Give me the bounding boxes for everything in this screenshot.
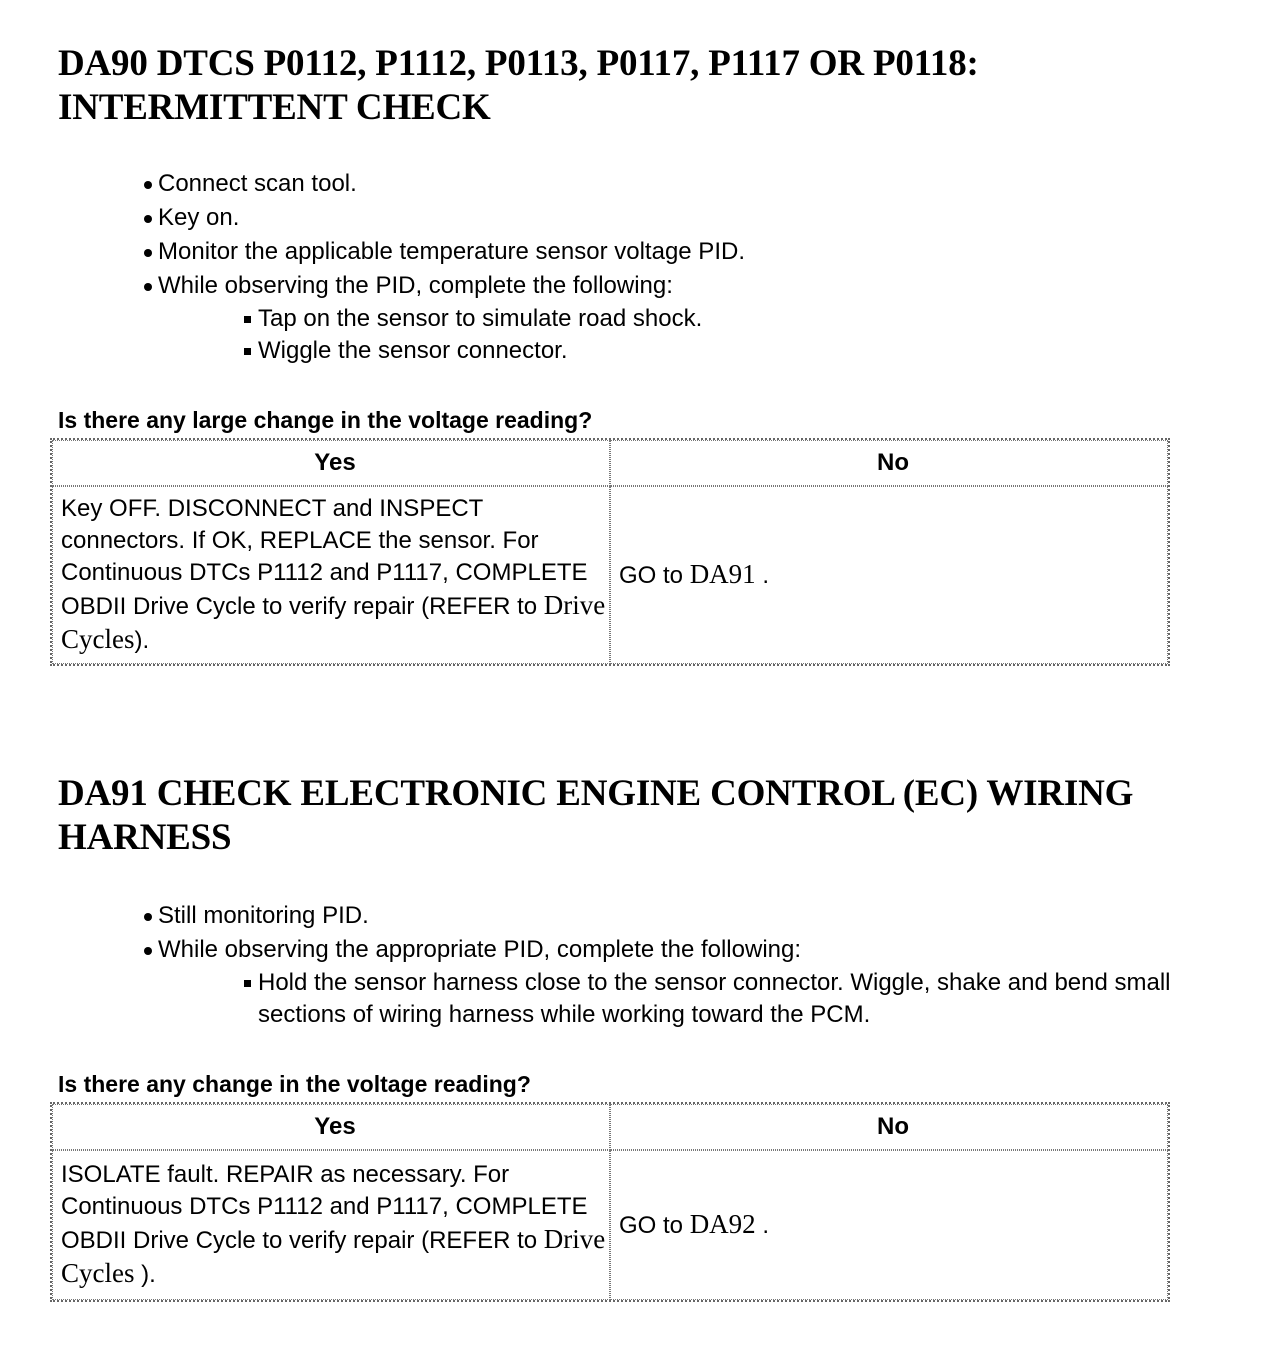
substep-item: Tap on the sensor to simulate road shock. xyxy=(242,303,745,335)
yes-cell xyxy=(52,486,610,664)
section-heading: DA91 CHECK ELECTRONIC ENGINE CONTROL (EC) WIRING HARNESS xyxy=(58,773,1134,858)
step-item: Key on. xyxy=(142,201,745,235)
substep-item xyxy=(242,967,1258,1031)
goto-da92-link[interactable]: DA92 xyxy=(689,1209,756,1239)
step-item: While observing the PID, complete the following: xyxy=(142,269,745,303)
substep-item: Wiggle the sensor connector. xyxy=(242,335,745,367)
no-text: GO to xyxy=(619,562,690,589)
yes-cell xyxy=(52,1150,610,1300)
no-tail: . xyxy=(755,562,770,589)
yes-tail: ). xyxy=(134,627,150,654)
substep-text: Hold the sensor harness close to the sensor connector. Wiggle, shake and bend small sections of wiring harness while working toward the PCM. xyxy=(258,969,1171,1028)
section-da91 xyxy=(58,772,1258,1332)
decision-table xyxy=(50,438,1170,666)
table-row xyxy=(52,486,1168,664)
no-cell xyxy=(610,1150,1168,1300)
step-list xyxy=(142,899,1258,1031)
no-cell xyxy=(610,486,1168,664)
section-heading: DA90 DTCS P0112, P1112, P0113, P0117, P1117 OR P0118: INTERMITTENT CHECK xyxy=(58,43,979,128)
step-item: Still monitoring PID. xyxy=(142,899,1258,933)
drive-cycles-link[interactable]: Drive Cycles xyxy=(61,590,606,654)
step-item: While observing the appropriate PID, complete the following: xyxy=(142,933,1258,967)
step-item: Connect scan tool. xyxy=(142,167,745,201)
yes-header: Yes xyxy=(52,440,610,486)
step-list xyxy=(142,167,745,367)
table-header-row xyxy=(52,440,1168,486)
table-header-row xyxy=(52,1104,1168,1150)
yes-text: Key OFF. DISCONNECT and INSPECT connectors. If OK, REPLACE the sensor. For Continuous DTCs P1112 and P1117, COMPLETE OBDII Drive Cycle to verify repair (REFER to xyxy=(61,495,588,620)
no-header: No xyxy=(610,1104,1168,1150)
table-row xyxy=(52,1150,1168,1300)
decision-question: Is there any large change in the voltage reading? xyxy=(58,407,593,433)
section-da90 xyxy=(58,42,1258,682)
yes-text: ISOLATE fault. REPAIR as necessary. For Continuous DTCs P1112 and P1117, COMPLETE OBDII Drive Cycle to verify repair (REFER to xyxy=(61,1161,588,1254)
no-header: No xyxy=(610,440,1168,486)
decision-table xyxy=(50,1102,1170,1302)
step-item: Monitor the applicable temperature sensor voltage PID. xyxy=(142,235,745,269)
no-tail: . xyxy=(755,1212,770,1239)
goto-da91-link[interactable]: DA91 xyxy=(689,559,756,589)
decision-question: Is there any change in the voltage reading? xyxy=(58,1071,531,1097)
no-text: GO to xyxy=(619,1212,690,1239)
drive-cycles-link[interactable]: Drive Cycles xyxy=(61,1224,606,1288)
yes-tail: ). xyxy=(134,1261,156,1288)
yes-header: Yes xyxy=(52,1104,610,1150)
